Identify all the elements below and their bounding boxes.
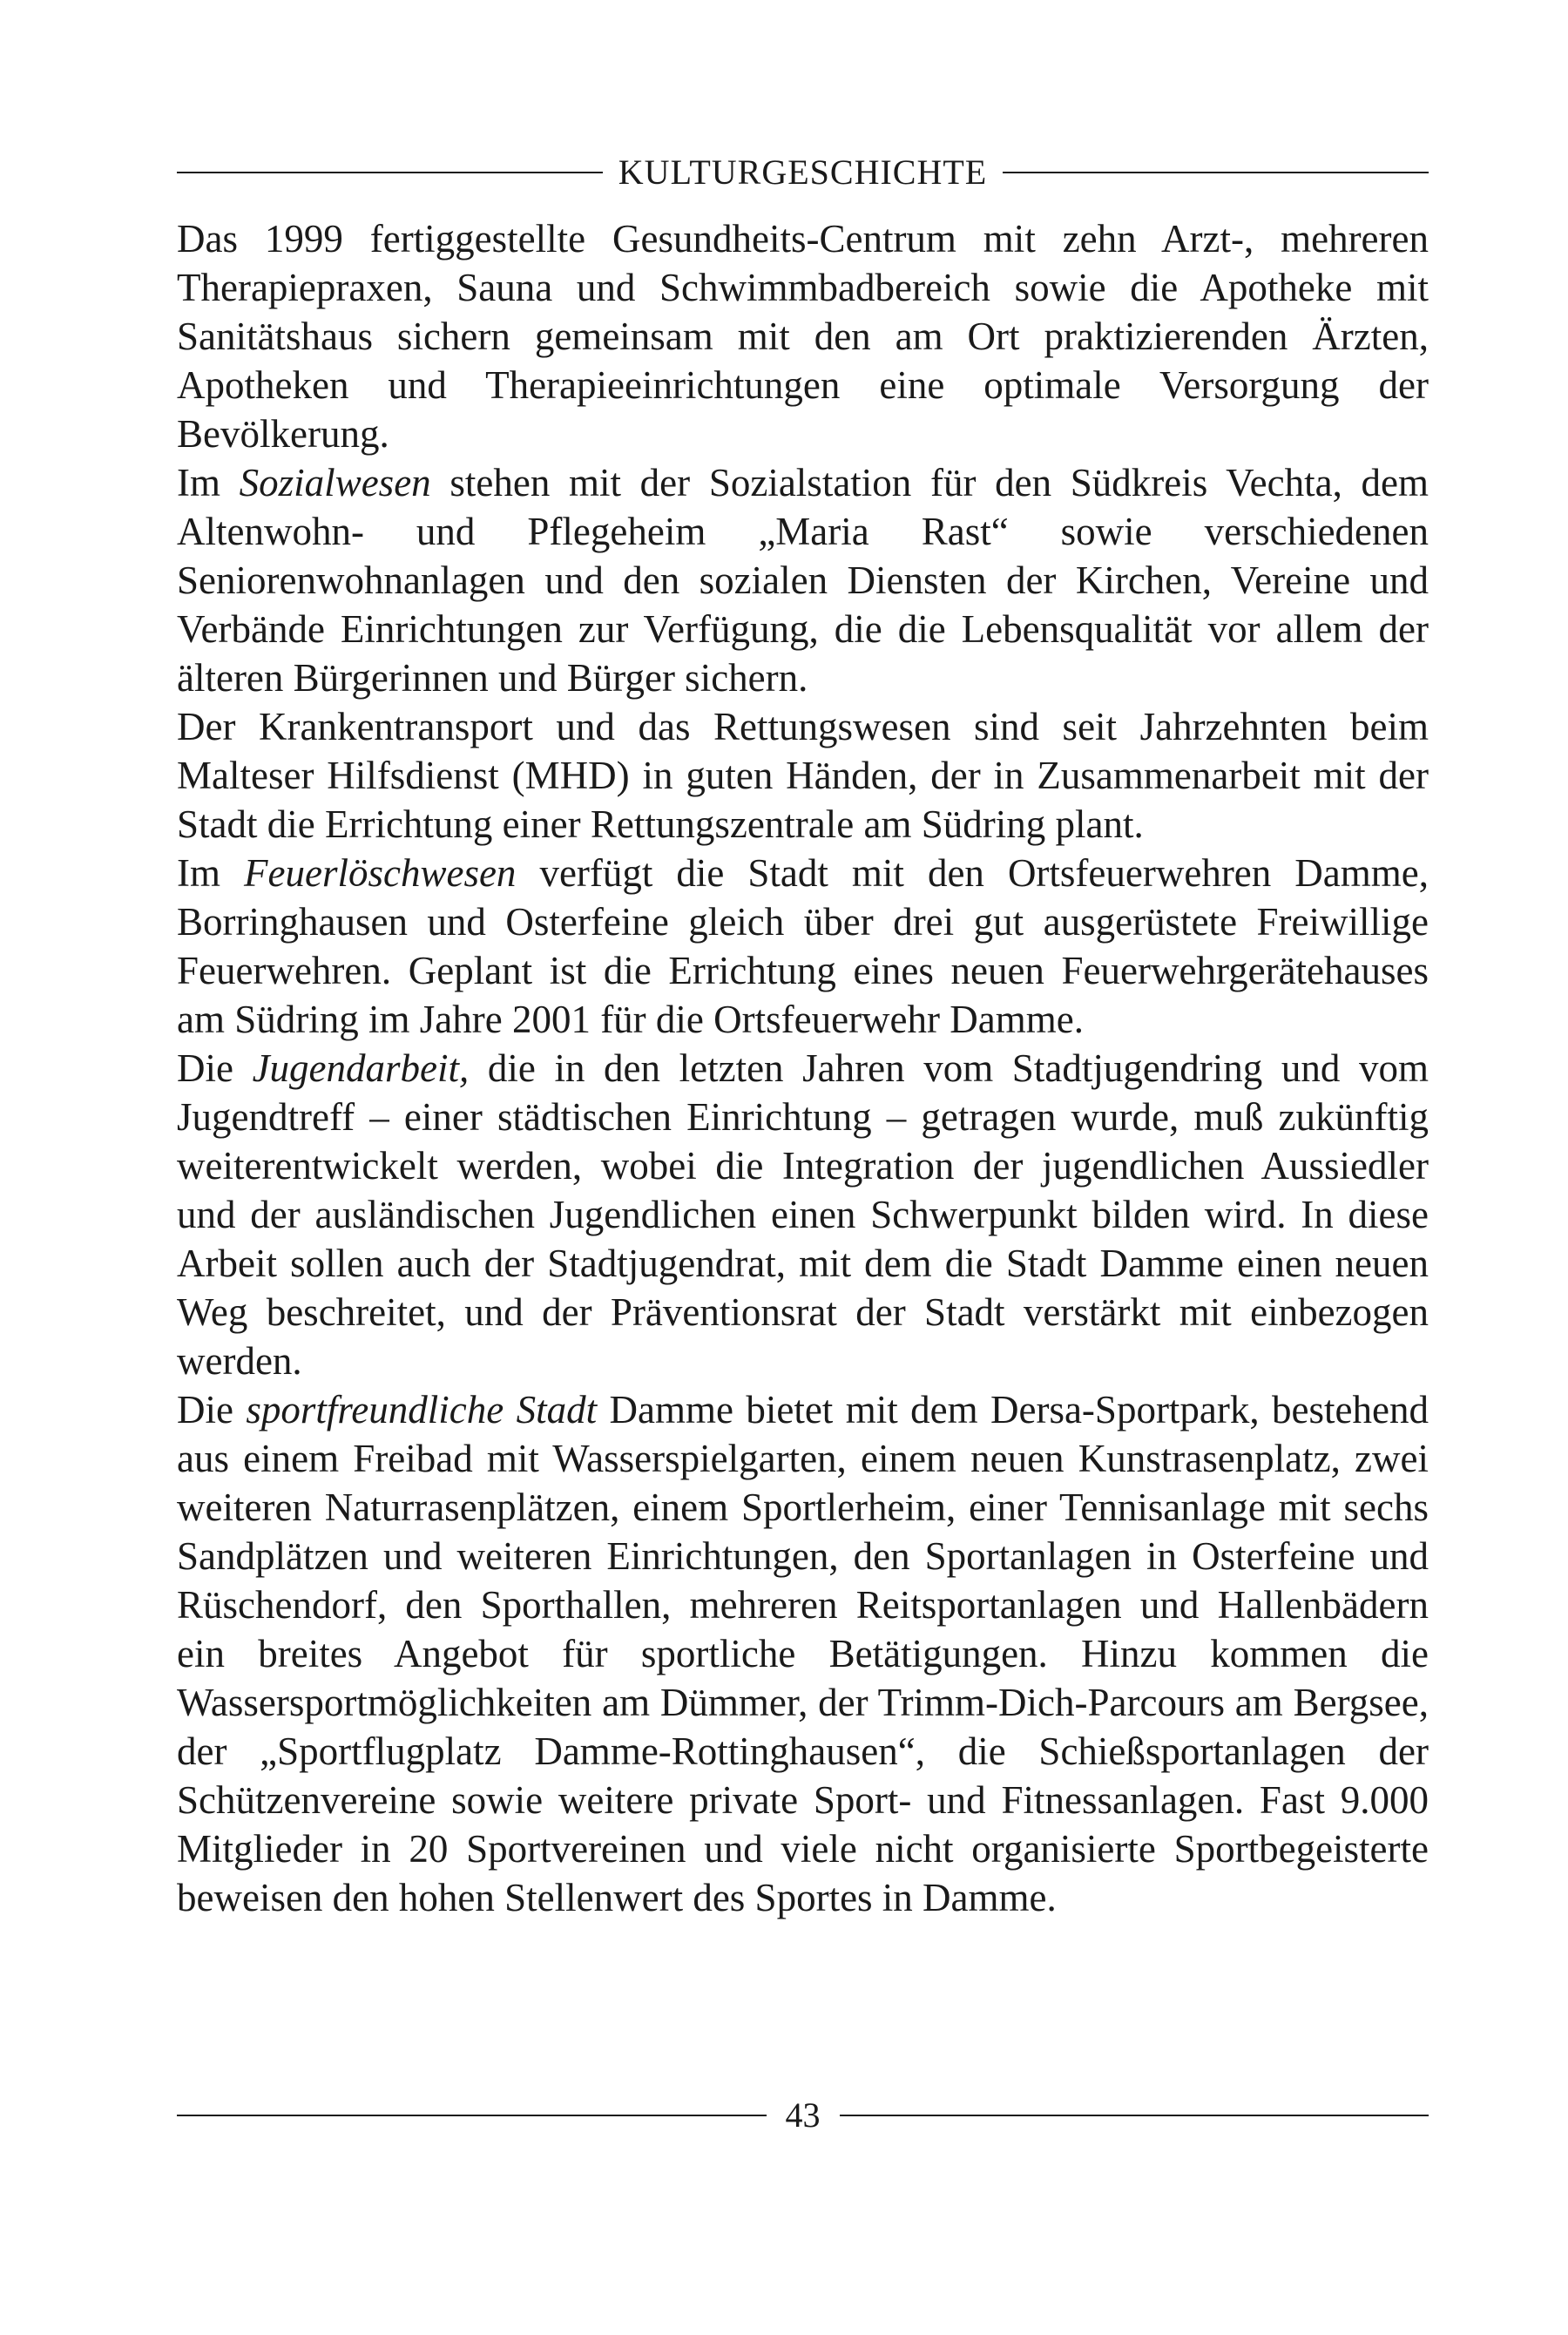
paragraph [177, 849, 1429, 1044]
paragraph-text: stehen mit der Sozialstation für den Südkreis Vechta, dem Altenwohn- und Pflegeheim „Maria Rast“ sowie verschiedenen Seniorenwohnanlagen und den sozialen Diensten der Kirchen, Vereine und Verbände Einrichtungen zur Verfügung, die die Lebensqualität vor allem der älteren Bürgerinnen und Bürger sichern. [177, 461, 1429, 700]
paragraph-text: Die [177, 1388, 247, 1431]
running-title: KULTURGESCHICHTE [618, 152, 988, 192]
emphasis-term: sportfreundliche Stadt [246, 1388, 598, 1431]
body-text [177, 214, 1429, 1922]
emphasis-term: Jugendarbeit, [252, 1046, 470, 1090]
paragraph [177, 1044, 1429, 1385]
page-footer [177, 2095, 1429, 2135]
running-header [177, 152, 1429, 192]
paragraph [177, 702, 1429, 849]
paragraph [177, 458, 1429, 702]
paragraph-text: die in den letzten Jahren vom Stadtjugendring und vom Jugendtreff – einer städtischen Einrichtung – getragen wurde, muß zukünftig weiterentwickelt werden, wobei die Integration der jugendlichen Aussiedler und der ausländischen Jugendlichen einen Schwerpunkt bilden wird. In diese Arbeit sollen auch der Stadtjugendrat, mit dem die Stadt Damme einen neuen Weg beschreitet, und der Präventionsrat der Stadt verstärkt mit einbezogen werden. [177, 1046, 1429, 1383]
paragraph [177, 1385, 1429, 1922]
emphasis-term: Sozialwesen [239, 461, 431, 504]
footer-rule-left [177, 2115, 767, 2116]
paragraph-text: Im [177, 851, 245, 895]
header-rule-left [177, 172, 603, 173]
header-rule-right [1003, 172, 1429, 173]
page-number: 43 [785, 2095, 821, 2135]
emphasis-term: Feuerlöschwesen [244, 851, 517, 895]
paragraph-text: Damme bietet mit dem Dersa-Sportpark, bestehend aus einem Freibad mit Wasserspielgarten, einem neuen Kunstrasenplatz, zwei weiteren Naturrasenplätzen, einem Sportlerheim, einer Tennisanlage mit sechs Sandplätzen und weiteren Einrichtungen, den Sportanlagen in Osterfeine und Rüschendorf, den Sporthallen, mehreren Reitsportanlagen und Hallenbädern ein breites Angebot für sportliche Betätigungen. Hinzu kommen die Wassersportmöglichkeiten am Dümmer, der Trimm-Dich-Parcours am Bergsee, der „Sportflugplatz Damme-Rottinghausen“, die Schießsportanlagen der Schützenvereine sowie weitere private Sport- und Fitnessanlagen. Fast 9.000 Mitglieder in 20 Sportvereinen und viele nicht organisierte Sportbegeisterte beweisen den hohen Stellenwert des Sportes in Damme. [177, 1388, 1429, 1919]
paragraph-text: verfügt die Stadt mit den Ortsfeuerwehren Damme, Borringhausen und Osterfeine gleich über drei gut ausgerüstete Freiwillige Feuerwehren. Geplant ist die Errichtung eines neuen Feuerwehrgerätehauses am Südring im Jahre 2001 für die Ortsfeuerwehr Damme. [177, 851, 1429, 1041]
footer-rule-right [840, 2115, 1429, 2116]
paragraph-text: Die [177, 1046, 253, 1090]
paragraph-text: Das 1999 fertiggestellte Gesundheits-Centrum mit zehn Arzt-, mehreren Therapiepraxen, Sauna und Schwimmbadbereich sowie die Apotheke mit Sanitätshaus sichern gemeinsam mit den am Ort praktizierenden Ärzten, Apotheken und Therapieeinrichtungen eine optimale Versorgung der Bevölkerung. [177, 217, 1429, 456]
paragraph-text: Im [177, 461, 240, 504]
paragraph [177, 214, 1429, 458]
paragraph-text: Der Krankentransport und das Rettungswesen sind seit Jahrzehnten beim Malteser Hilfsdienst (MHD) in guten Händen, der in Zusammenarbeit mit der Stadt die Errichtung einer Rettungszentrale am Südring plant. [177, 705, 1429, 846]
